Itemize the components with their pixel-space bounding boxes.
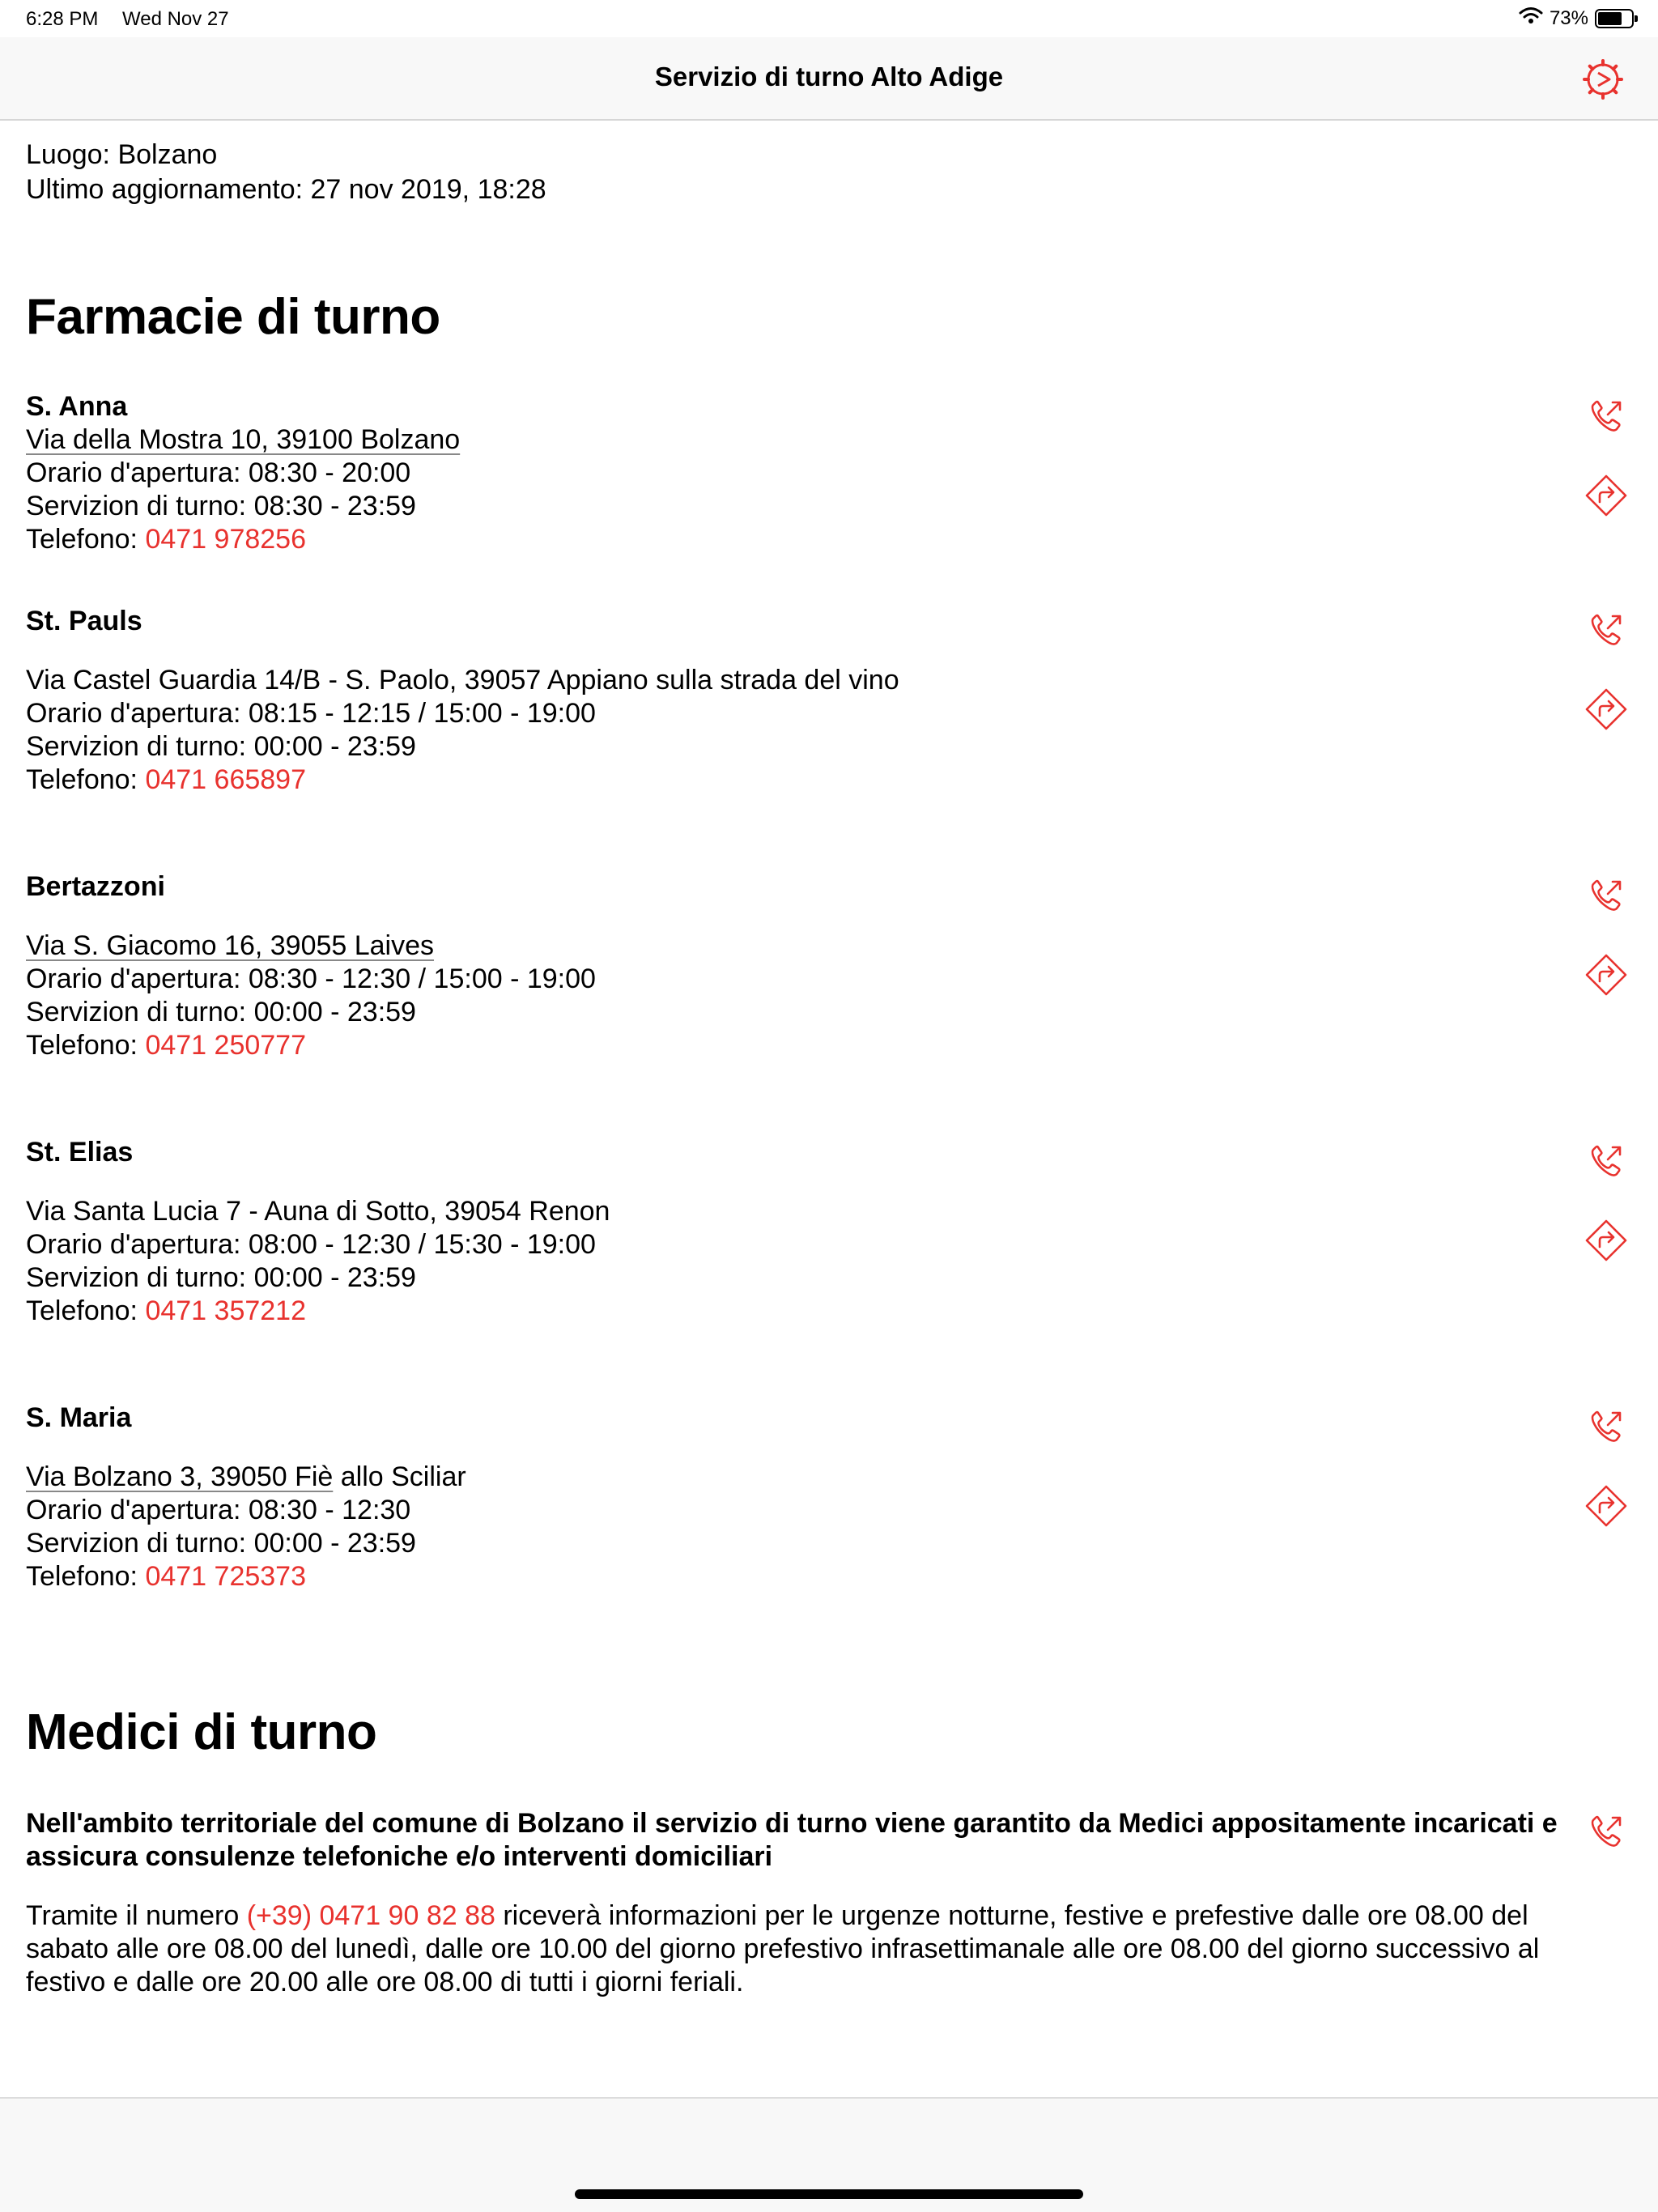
phone-outgoing-icon[interactable]: [1584, 1138, 1629, 1184]
phone-outgoing-icon[interactable]: [1584, 1809, 1629, 1854]
settings-icon[interactable]: [1582, 58, 1624, 100]
status-date: Wed Nov 27: [122, 8, 229, 30]
doctor-text-after: riceverà informazioni per le urgenze notturne, festive e prefestive dalle ore 08.00 del sabato alle ore 08.00 del lunedì, dalle ore 10.00 del giorno prefestivo infrasettimanale alle ore 08.00 del giorno successivo al festivo e dalle ore 20.00 alle ore 08.00 di tutti i giorni feriali.: [26, 1900, 1540, 1997]
pharmacy-name: S. Anna: [26, 391, 128, 422]
pharmacy-address: Via Santa Lucia 7 - Auna di Sotto, 39054 Renon: [26, 1196, 610, 1227]
phone-outgoing-icon[interactable]: [1584, 607, 1629, 653]
page-title: Servizio di turno Alto Adige: [654, 62, 1004, 91]
location-label: Luogo: Bolzano: [26, 139, 218, 170]
pharmacy-item: [26, 1402, 1564, 1593]
phone-link[interactable]: 0471 978256: [145, 524, 306, 555]
pharmacy-item: [26, 605, 1564, 797]
home-indicator[interactable]: [575, 2189, 1083, 2199]
pharmacy-duty-hours: Servizion di turno: 00:00 - 23:59: [26, 1528, 416, 1559]
nav-bar: [0, 37, 1658, 121]
wifi-icon: [1519, 6, 1543, 30]
pharmacy-duty-hours: Servizion di turno: 08:30 - 23:59: [26, 491, 416, 521]
pharmacy-name: St. Pauls: [26, 606, 142, 636]
phone-label: Telefono:: [26, 1295, 146, 1326]
directions-icon[interactable]: [1584, 473, 1629, 518]
pharmacy-duty-hours: Servizion di turno: 00:00 - 23:59: [26, 1262, 416, 1293]
phone-label: Telefono:: [26, 524, 146, 555]
battery-percent: 73%: [1549, 6, 1588, 29]
pharmacy-duty-hours: Servizion di turno: 00:00 - 23:59: [26, 997, 416, 1027]
pharmacy-name: St. Elias: [26, 1137, 134, 1168]
pharmacy-opening: Orario d'apertura: 08:30 - 12:30: [26, 1495, 411, 1525]
location-info: [26, 138, 546, 207]
doctor-phone-link[interactable]: (+39) 0471 90 82 88: [246, 1900, 495, 1931]
pharmacy-address-rest: allo Sciliar: [333, 1461, 466, 1492]
pharmacy-name: Bertazzoni: [26, 871, 165, 902]
pharmacy-item: [26, 1136, 1564, 1328]
pharmacy-opening: Orario d'apertura: 08:15 - 12:15 / 15:00 - 19:00: [26, 698, 596, 729]
phone-link[interactable]: 0471 250777: [145, 1030, 306, 1061]
directions-icon[interactable]: [1584, 687, 1629, 732]
phone-label: Telefono:: [26, 764, 146, 795]
status-right: [1519, 6, 1634, 30]
phone-link[interactable]: 0471 357212: [145, 1295, 306, 1326]
pharmacy-item: [26, 870, 1564, 1062]
pharmacy-duty-hours: Servizion di turno: 00:00 - 23:59: [26, 731, 416, 762]
directions-icon[interactable]: [1584, 1483, 1629, 1529]
pharmacy-opening: Orario d'apertura: 08:30 - 12:30 / 15:00 - 19:00: [26, 963, 596, 994]
pharmacy-name: S. Maria: [26, 1402, 132, 1433]
pharmacy-section-title: Farmacie di turno: [26, 289, 440, 345]
directions-icon[interactable]: [1584, 952, 1629, 998]
battery-icon: [1595, 9, 1634, 28]
status-bar: [0, 0, 1658, 37]
battery-fill: [1598, 12, 1622, 25]
status-time: 6:28 PM: [26, 8, 99, 30]
pharmacy-address[interactable]: Via S. Giacomo 16, 39055 Laives: [26, 930, 435, 961]
pharmacy-address[interactable]: Via della Mostra 10, 39100 Bolzano: [26, 424, 461, 455]
pharmacy-item: [26, 390, 1564, 556]
pharmacy-opening: Orario d'apertura: 08:30 - 20:00: [26, 457, 411, 488]
directions-icon[interactable]: [1584, 1218, 1629, 1263]
phone-link[interactable]: 0471 725373: [145, 1561, 306, 1592]
doctor-section-title: Medici di turno: [26, 1704, 377, 1760]
doctor-details: [26, 1899, 1564, 1999]
phone-outgoing-icon[interactable]: [1584, 1404, 1629, 1449]
doctor-text-before: Tramite il numero: [26, 1900, 247, 1931]
phone-outgoing-icon[interactable]: [1584, 393, 1629, 439]
pharmacy-opening: Orario d'apertura: 08:00 - 12:30 / 15:30 - 19:00: [26, 1229, 596, 1260]
doctor-intro: Nell'ambito territoriale del comune di Bolzano il servizio di turno viene garantito da Medici appositamente incaricati e assicura consulenze telefoniche e/o interventi domiciliari: [26, 1808, 1558, 1872]
last-update-label: Ultimo aggiornamento: 27 nov 2019, 18:28: [26, 174, 546, 205]
phone-outgoing-icon[interactable]: [1584, 873, 1629, 918]
phone-link[interactable]: 0471 665897: [145, 764, 306, 795]
pharmacy-address: Via Castel Guardia 14/B - S. Paolo, 39057 Appiano sulla strada del vino: [26, 665, 899, 696]
phone-label: Telefono:: [26, 1030, 146, 1061]
doctor-info: [26, 1807, 1564, 1999]
phone-label: Telefono:: [26, 1561, 146, 1592]
pharmacy-address[interactable]: Via Bolzano 3, 39050 Fiè: [26, 1461, 334, 1492]
